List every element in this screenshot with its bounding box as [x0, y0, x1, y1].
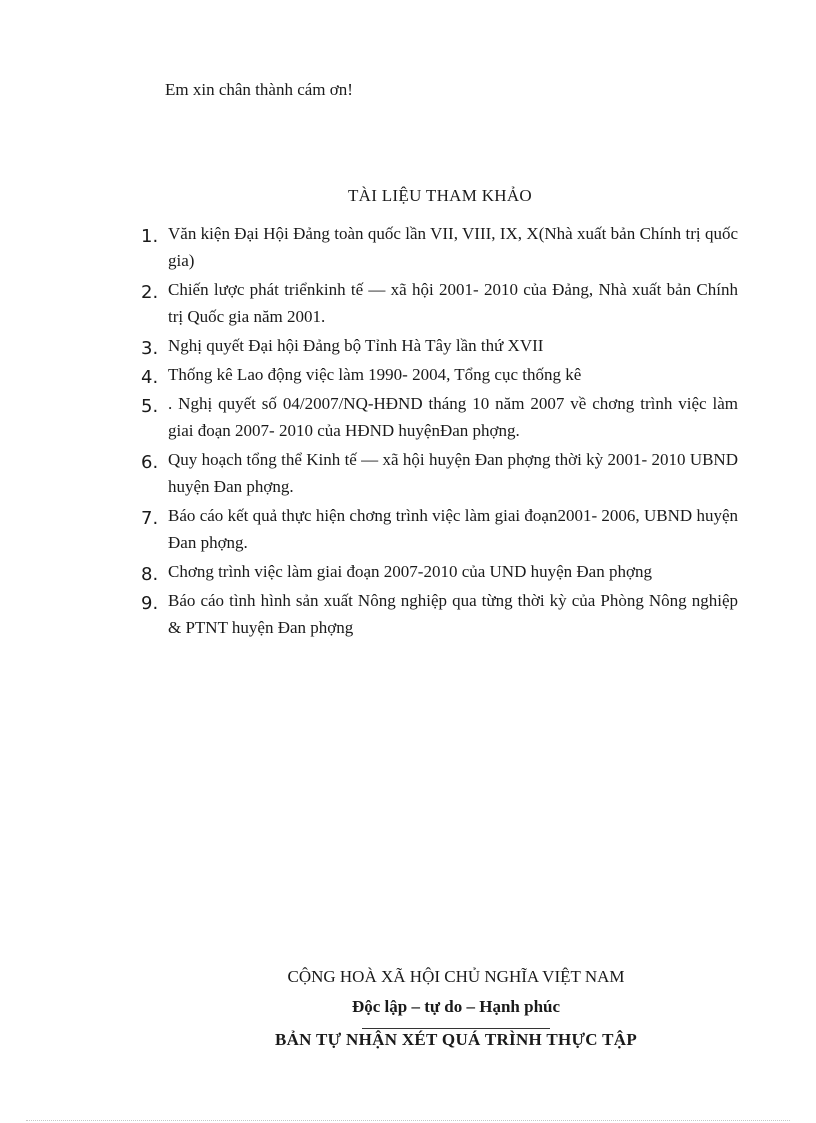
reference-item: [136, 558, 738, 585]
references-list: [136, 220, 738, 643]
reference-text: Chiến lược phát triểnkinh tế — xã hội 2001- 2010 của Đảng, Nhà xuất bản Chính trị Quốc gia năm 2001.: [168, 280, 738, 326]
reference-number: 5.: [141, 396, 159, 417]
reference-item: [136, 361, 738, 388]
reference-number: 3.: [141, 338, 159, 359]
reference-text: . Nghị quyết số 04/2007/NQ-HĐND tháng 10 năm 2007 về chơng trình việc làm giai đoạn 2007- 2010 của HĐND huyệnĐan phợng.: [168, 394, 738, 440]
reference-number: 2.: [141, 282, 159, 303]
reference-text: Báo cáo tình hình sản xuất Nông nghiệp qua từng thời kỳ của Phòng Nông nghiệp & PTNT huyện Đan phợng: [168, 591, 738, 637]
reference-text: Quy hoạch tổng thể Kinh tế — xã hội huyện Đan phợng thời kỳ 2001- 2010 UBND huyện Đan phợng.: [168, 450, 738, 496]
reference-number: 7.: [141, 508, 159, 529]
reference-text: Báo cáo kết quả thực hiện chơng trình việc làm giai đoạn2001- 2006, UBND huyện Đan phợng.: [168, 506, 738, 552]
reference-item: [136, 276, 738, 330]
reference-item: [136, 220, 738, 274]
thanks-line: Em xin chân thành cám ơn!: [165, 80, 353, 99]
reference-number: 9.: [141, 593, 159, 614]
national-motto: Độc lập – tự do – Hạnh phúc: [351, 997, 561, 1016]
page-bottom-divider: [26, 1120, 790, 1121]
reference-item: [136, 587, 738, 641]
reference-number: 1.: [141, 226, 159, 247]
reference-number: 4.: [141, 367, 159, 388]
references-heading: TÀI LIỆU THAM KHẢO: [347, 186, 533, 205]
document-header-block: [0, 962, 816, 1055]
reference-text: Nghị quyết Đại hội Đảng bộ Tỉnh Hà Tây lần thứ XVII: [168, 336, 544, 355]
reference-item: [136, 390, 738, 444]
reference-item: [136, 446, 738, 500]
reference-text: Chơng trình việc làm giai đoạn 2007-2010 của UND huyện Đan phợng: [168, 562, 652, 581]
republic-name: CỘNG HOÀ XÃ HỘI CHỦ NGHĨA VIỆT NAM: [287, 967, 625, 986]
reference-text: Văn kiện Đại Hội Đảng toàn quốc lần VII, VIII, IX, X(Nhà xuất bản Chính trị quốc gia): [168, 224, 738, 270]
reference-item: [136, 332, 738, 359]
report-title: BẢN TỰ NHẬN XÉT QUÁ TRÌNH THỰC TẬP: [274, 1030, 638, 1049]
reference-number: 6.: [141, 452, 159, 473]
reference-number: 8.: [141, 564, 159, 585]
reference-item: [136, 502, 738, 556]
reference-text: Thống kê Lao động việc làm 1990- 2004, Tổng cục thống kê: [168, 365, 582, 384]
